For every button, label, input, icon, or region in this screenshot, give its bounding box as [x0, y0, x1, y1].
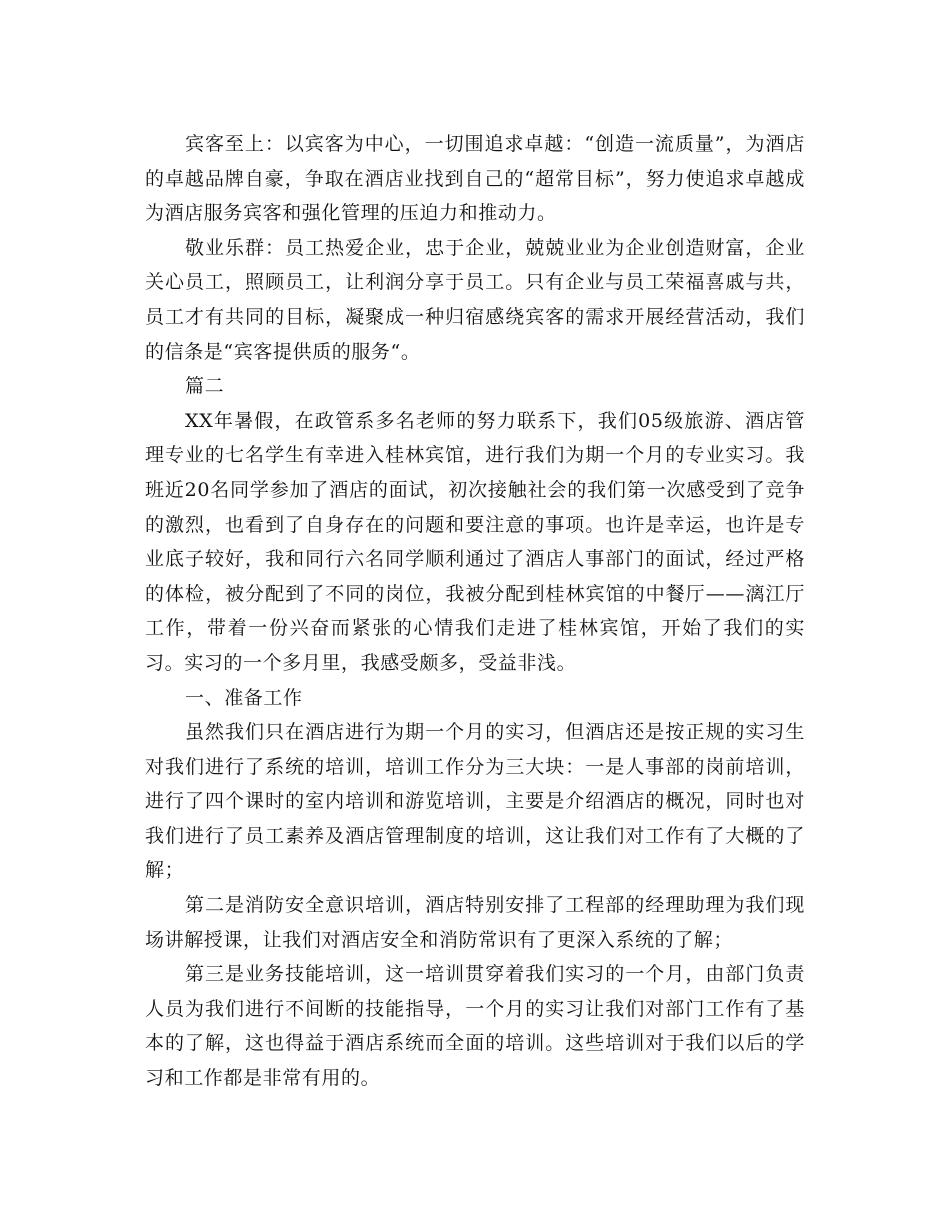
paragraph-skills-training: 第三是业务技能培训，这一培训贯穿着我们实习的一个月，由部门负责人员为我们进行不间断的技能指导，一个月的实习让我们对部门工作有了基本的了解，这也得益于酒店系统而全面的培训。这些培训对于我们以后的学习和工作都是非常有用的。 — [145, 963, 805, 1090]
paragraph-training-overview: 虽然我们只在酒店进行为期一个月的实习，但酒店还是按正规的实习生对我们进行了系统的培训，培训工作分为三大块：一是人事部的岗前培训，进行了四个课时的室内培训和游览培训，主要是介绍酒店的概况，同时也对我们进行了员工素养及酒店管理制度的培训，这让我们对工作有了大概的了解； — [145, 721, 805, 882]
document-body — [145, 127, 805, 1096]
paragraph-fire-safety-training: 第二是消防安全意识培训，酒店特别安排了工程部的经理助理为我们现场讲解授课，让我们对酒店安全和消防常识有了更深入系统的了解； — [145, 894, 805, 951]
section-heading-part-two: 篇二 — [185, 375, 225, 398]
section-heading-preparation: 一、准备工作 — [185, 686, 303, 709]
paragraph-dedication: 敬业乐群：员工热爱企业，忠于企业，兢兢业业为企业创造财富，企业关心员工，照顾员工，让利润分享于员工。只有企业与员工荣福喜戚与共，员工才有共同的目标，凝聚成一种归宿感绕宾客的需求开展经营活动，我们的信条是“宾客提供质的服务“。 — [145, 236, 805, 363]
paragraph-internship-intro: XX年暑假，在政管系多名老师的努力联系下，我们05级旅游、酒店管理专业的七名学生有幸进入桂林宾馆，进行我们为期一个月的专业实习。我班近20名同学参加了酒店的面试，初次接触社会的我们第一次感受到了竞争的激烈，也看到了自身存在的问题和要注意的事项。也许是幸运，也许是专业底子较好，我和同行六名同学顺利通过了酒店人事部门的面试，经过严格的体检，被分配到了不同的岗位，我被分配到桂林宾馆的中餐厅——漓江厅工作，带着一份兴奋而紧张的心情我们走进了桂林宾馆，开始了我们的实习。实习的一个多月里，我感受颇多，受益非浅。 — [145, 409, 805, 674]
paragraph-guest-first: 宾客至上：以宾客为中心，一切围追求卓越：“创造一流质量”，为酒店的卓越品牌自豪，争取在酒店业找到自己的“超常目标”，努力使追求卓越成为酒店服务宾客和强化管理的压迫力和推动力。 — [145, 133, 805, 225]
